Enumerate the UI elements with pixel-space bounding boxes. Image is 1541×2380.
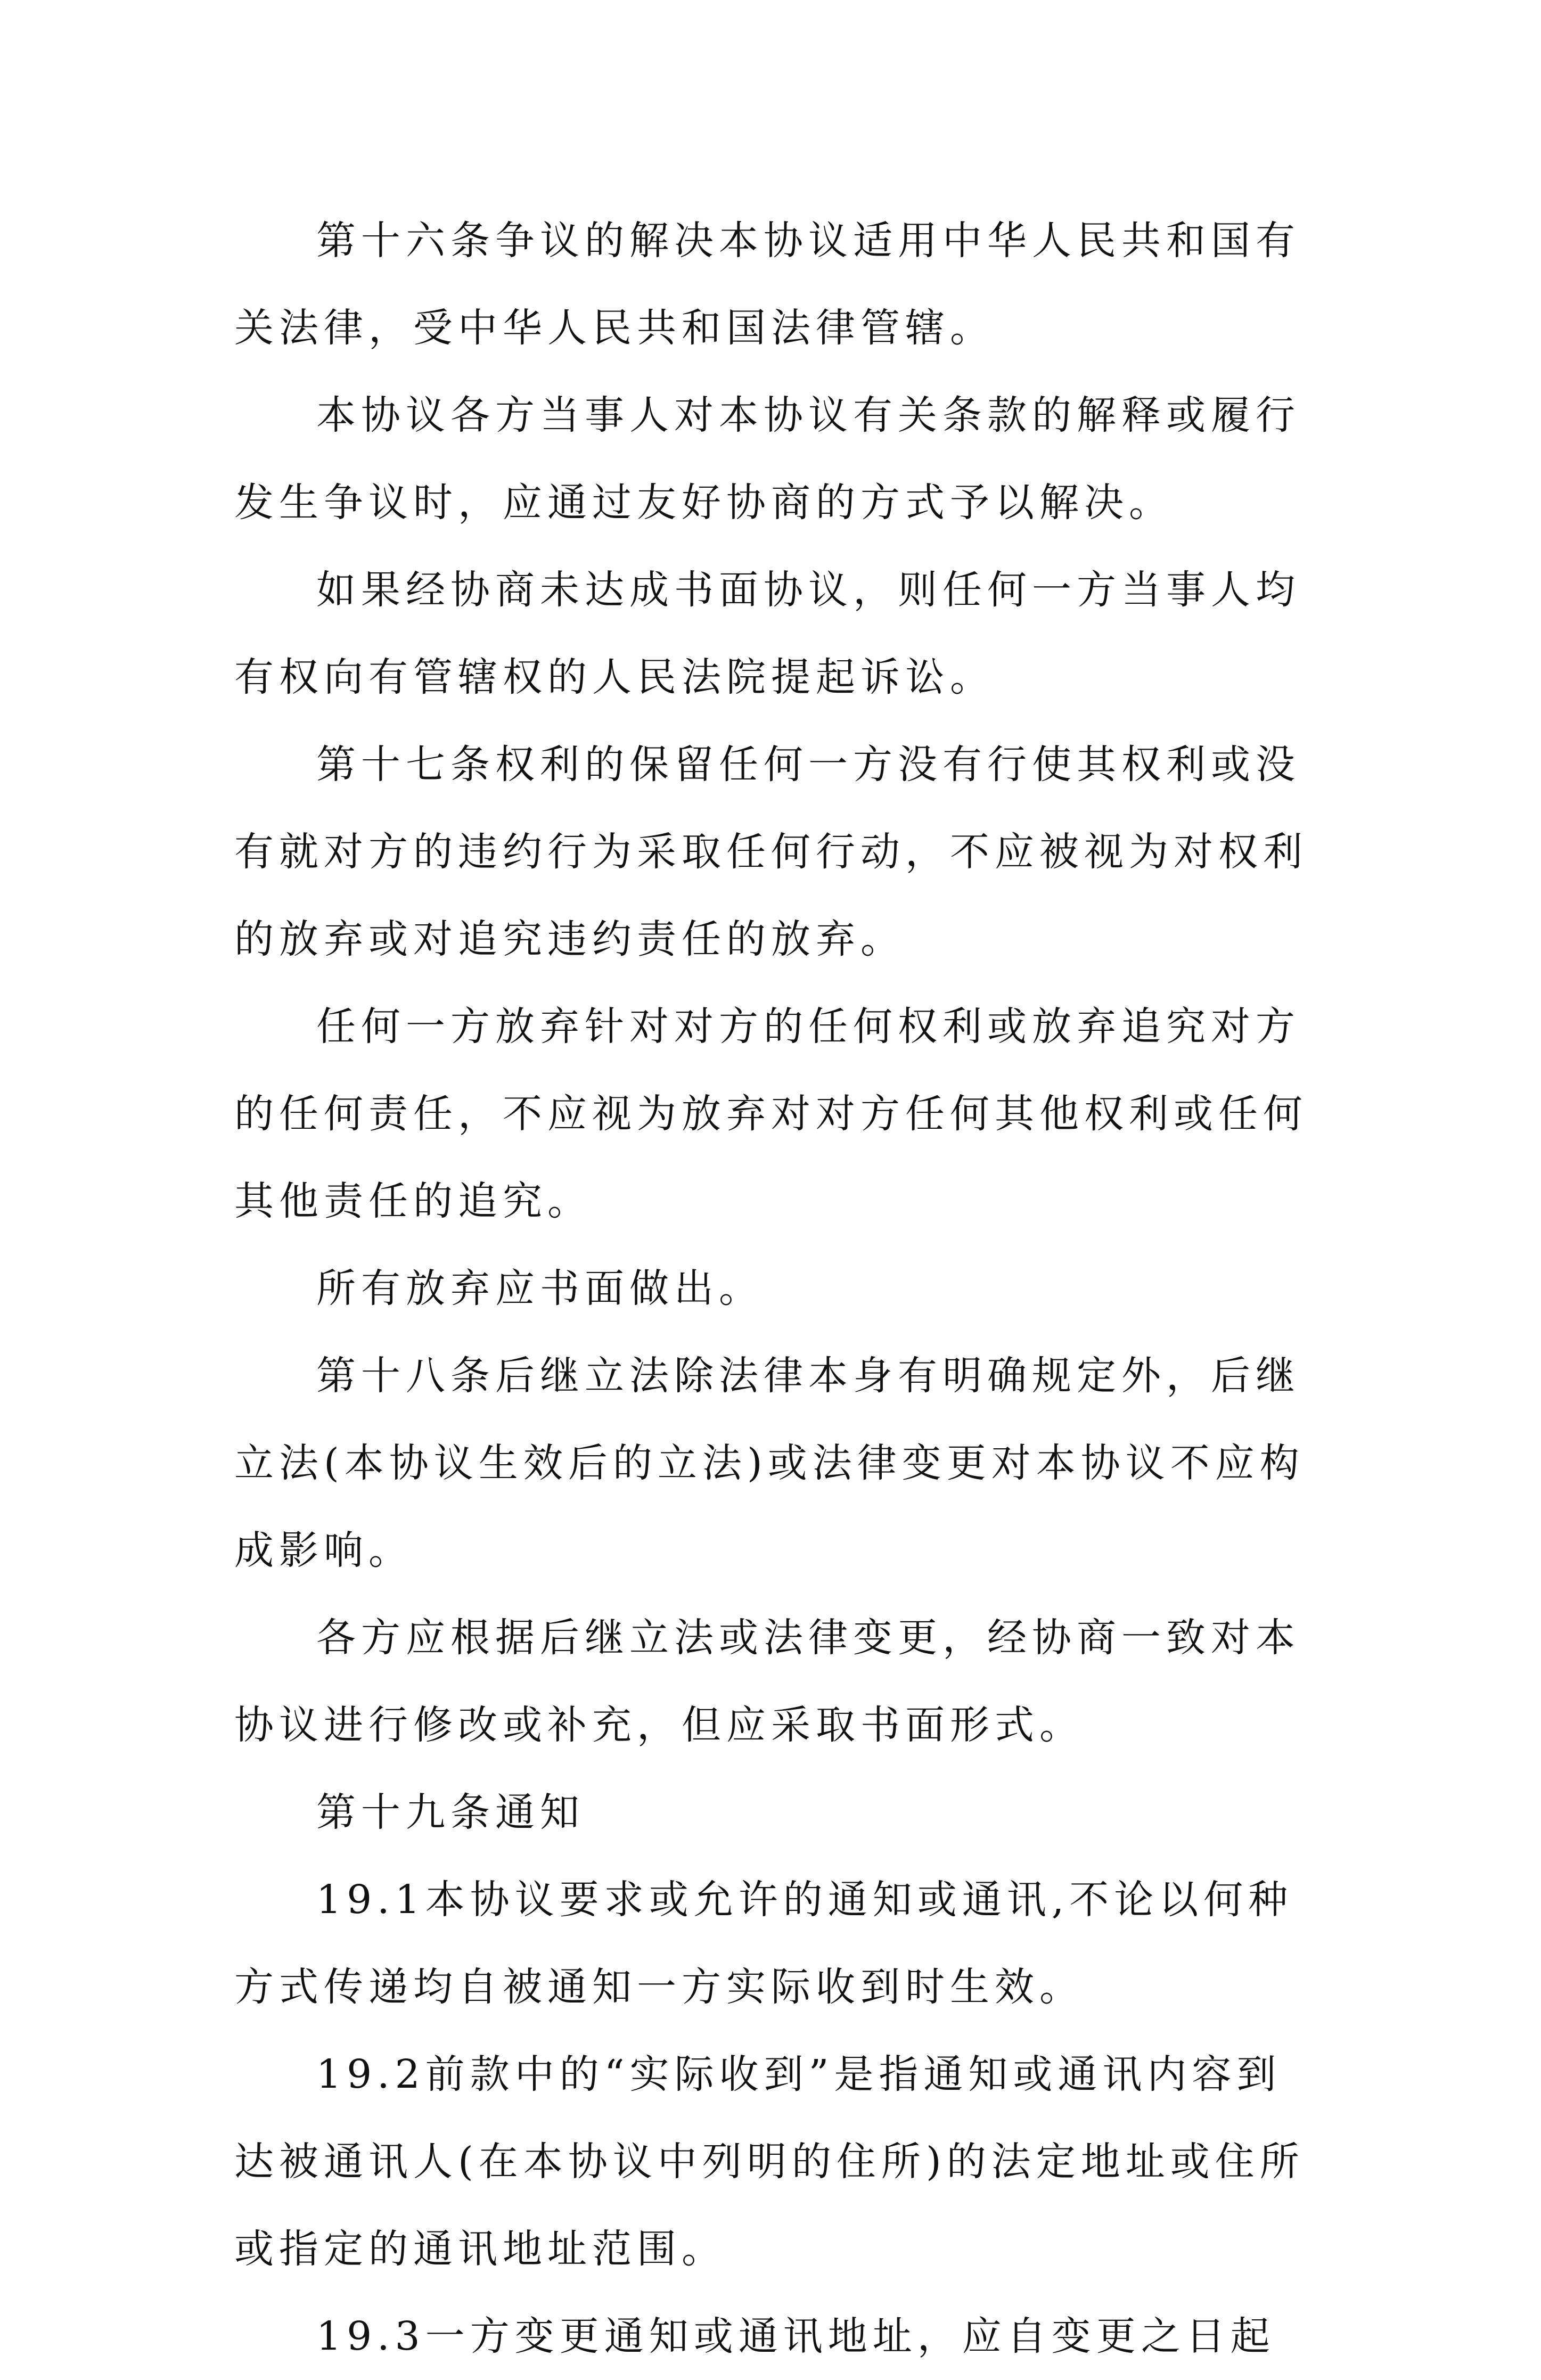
paragraph: 第十七条权利的保留任何一方没有行使其权利或没有就对方的违约行为采取任何行动，不应被视为对权利的放弃或对追究违约责任的放弃。 xyxy=(234,742,1308,962)
paragraph: 本协议各方当事人对本协议有关条款的解释或履行发生争议时，应通过友好协商的方式予以解决。 xyxy=(234,392,1300,526)
paragraph: 各方应根据后继立法或法律变更，经协商一致对本协议进行修改或补充，但应采取书面形式。 xyxy=(234,1615,1300,1748)
paragraph: 第十六条争议的解决本协议适用中华人民共和国有关法律，受中华人民共和国法律管辖。 xyxy=(234,218,1300,351)
paragraph: 第十八条后继立法除法律本身有明确规定外，后继立法(本协议生效后的立法)或法律变更对本协议不应构成影响。 xyxy=(234,1353,1305,1573)
paragraph: 任何一方放弃针对对方的任何权利或放弃追究对方的任何责任，不应视为放弃对对方任何其他权利或任何其他责任的追究。 xyxy=(234,1004,1308,1224)
section-heading: 第十九条通知 xyxy=(316,1790,585,1835)
paragraph: 所有放弃应书面做出。 xyxy=(316,1266,764,1311)
paragraph: 19.1本协议要求或允许的通知或通讯,不论以何种方式传递均自被通知一方实际收到时生效。 xyxy=(234,1877,1293,2010)
paragraph: 19.2前款中的“实际收到”是指通知或通讯内容到达被通讯人(在本协议中列明的住所)的法定地址或住所或指定的通讯地址范围。 xyxy=(234,2051,1305,2272)
paragraph: 19.3一方变更通知或通讯地址，应自变更之日起 xyxy=(316,2313,1275,2359)
paragraph: 如果经协商未达成书面协议，则任何一方当事人均有权向有管辖权的人民法院提起诉讼。 xyxy=(234,567,1300,700)
document-body xyxy=(234,197,1315,2380)
